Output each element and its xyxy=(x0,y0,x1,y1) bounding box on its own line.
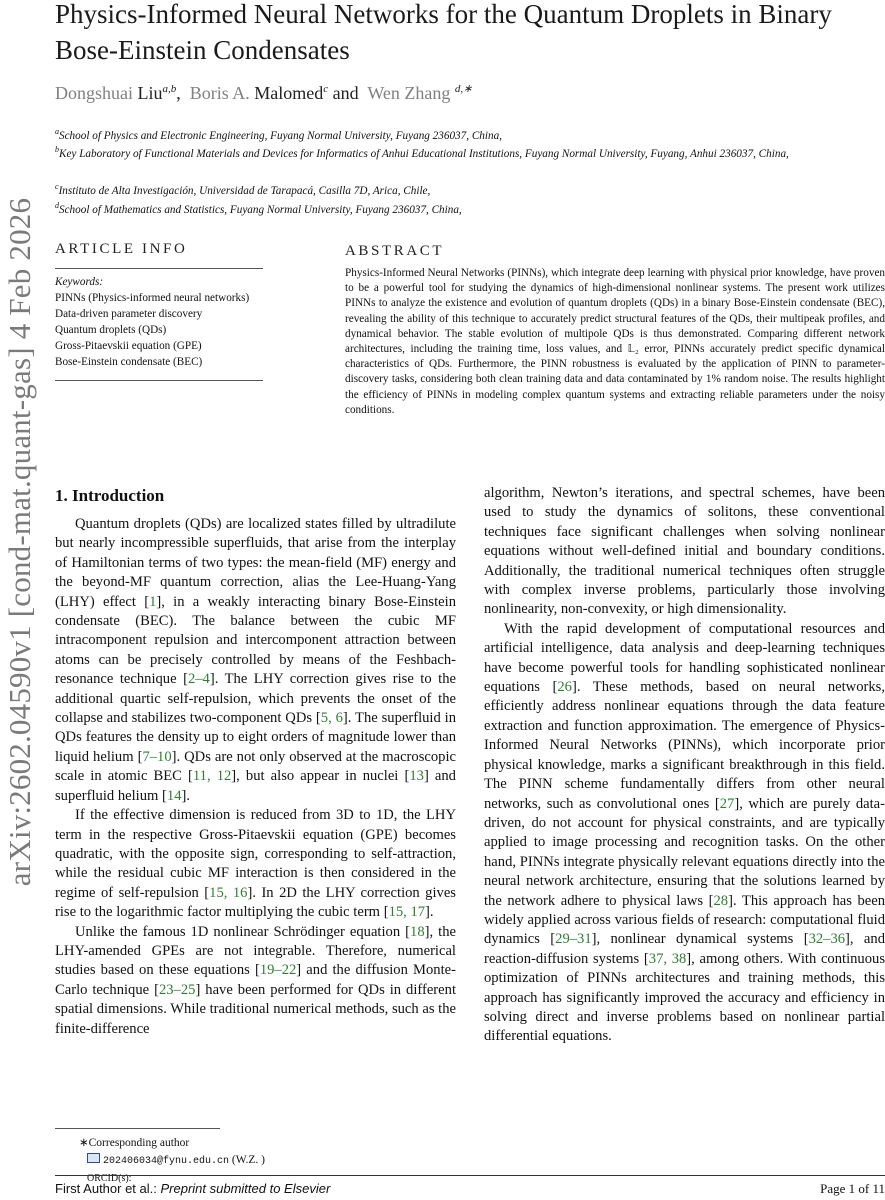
footer-author: First Author et al.: xyxy=(55,1181,157,1196)
author-1-sup: a,b xyxy=(162,83,177,95)
citation-link[interactable]: 13 xyxy=(409,768,424,785)
keyword-item: PINNs (Physics-informed neural networks) xyxy=(55,292,250,304)
intro-paragraph: If the effective dimension is reduced from 3D to 1D, the LHY term in the respective Gross-Pitaevskii equation (GPE) becomes quadratic, with the opposite sign, corresponding to self-attraction, while the residual cubic MF interaction is then considered in the regime of self-repulsion [15, 16]. In 2D the LHY correction gives rise to the logarithmic factor multiplying the cubic term [15, 17]. xyxy=(55,807,456,921)
email-suffix: (W.Z. ) xyxy=(229,1154,266,1166)
corresponding-author-note: ∗Corresponding author xyxy=(79,1137,190,1149)
orcid-line: ORCID(s): xyxy=(87,1173,132,1184)
citation-link[interactable]: 19–22 xyxy=(259,962,297,979)
author-1-first[interactable]: Dongshuai xyxy=(55,83,133,103)
footnote-rule xyxy=(55,1128,220,1129)
affiliation-b-sup: b xyxy=(55,145,59,154)
footer-journal: Preprint submitted to Elsevier xyxy=(160,1181,331,1196)
email-link[interactable]: 202406034@fynu.edu.cn xyxy=(103,1156,230,1167)
affiliation-d-text: School of Mathematics and Statistics, Fuyang Normal University, Fuyang 236037, China, xyxy=(59,204,462,216)
citation-link[interactable]: 15, 16 xyxy=(209,884,248,901)
citation-link[interactable]: 2–4 xyxy=(187,671,210,688)
keywords-bottom-rule xyxy=(55,380,263,381)
body-column-right xyxy=(484,484,885,1047)
intro-paragraph: algorithm, Newton’s iterations, and spectral schemes, have been used to study the dynamics of solitons, these conventional techniques face significant challenges when solving nonlinear equations without well-defined initial and boundary conditions. Additionally, the traditional numerical techniques often struggle with complex inverse problems, particularly those involving nonlinearity, non-convexity, or high dimensionality. xyxy=(484,485,885,618)
citation-link[interactable]: 5, 6 xyxy=(320,710,343,727)
author-list: Dongshuai Liu$^{a,b}$, Boris A. Malomed$^c$ and Wen Zhang $^{d,∗}$ xyxy=(55,83,473,103)
running-footer-left xyxy=(55,1181,330,1196)
author-2-sup: c xyxy=(323,83,329,95)
affiliation-c-text: Instituto de Alta Investigación, Universidad de Tarapacá, Casilla 7D, Arica, Chile, xyxy=(58,185,431,197)
author-joiner: and xyxy=(332,83,359,103)
citation-link[interactable]: 11, 12 xyxy=(192,768,232,785)
keywords-block xyxy=(55,274,265,370)
author-3-sup: d,∗ xyxy=(454,83,473,95)
abstract-heading: ABSTRACT xyxy=(345,243,445,259)
citation-link[interactable]: 28 xyxy=(713,892,729,909)
affiliation-d xyxy=(55,198,865,218)
author-1-last[interactable]: Liu xyxy=(137,83,163,103)
citation-link[interactable]: 23–25 xyxy=(158,981,196,998)
intro-paragraph: Unlike the famous 1D nonlinear Schrödinger equation [18], the LHY-amended GPEs are not integrable. Therefore, numerical studies based on these equations [19–22] and the diffusion Monte-Carlo technique [23–25] have been performed for QDs in different spatial dimensions. While traditional numerical methods, such as the finite-difference xyxy=(55,923,456,1037)
author-2-first[interactable]: Boris A. xyxy=(189,83,250,103)
citation-link[interactable]: 32–36 xyxy=(808,931,846,948)
body-column-left xyxy=(55,515,456,1039)
intro-paragraph: With the rapid development of computational resources and artificial intelligence, data analysis and deep-learning techniques have become powerful tools for handling sophisticated nonlinear equations [26]. These methods, based on neural networks, efficiently address nonlinear equations through the data feature extraction and function approximation. The emergence of Physics-Informed Neural Networks (PINNs), which incorporate prior physical knowledge, marks a significant breakthrough in this field. The PINN scheme fundamentally differs from other neural networks, such as convolutional ones [27], which are purely data-driven, do not account for physical constraints, and are typically applied to image processing and recognition tasks. On the other hand, PINNs integrate physically relevant equations directly into the neural network architecture, ensuring that the solutions learned by the network adhere to physical laws [28]. This approach has been widely applied across various fields of research: computational fluid dynamics [29–31], nonlinear dynamical systems [32–36], and reaction-diffusion systems [37, 38], among others. With continuous optimization of PINNs architectures and training methods, this approach has significantly improved the accuracy and efficiency in solving direct and inverse problems based on nonlinear partial differential equations. xyxy=(484,620,885,1045)
article-info-rule xyxy=(55,268,263,269)
abstract-text: Physics-Informed Neural Networks (PINNs), which integrate deep learning with physical prior knowledge, have proven to be a powerful tool for studying the dynamics of high-dimensional nonlinear systems. The present work utilizes PINNs to analyze the existence and evolution of quantum droplets (QDs) in a binary Bose-Einstein condensate (BEC), revealing the ability of this technique to accurately predict structural features of the QDs, their multipeak profiles, and dynamical behavior. The stable evolution of multipole QDs is thus demonstrated. Comparing different network architectures, including the training time, loss values, and 𝕃₂ error, PINNs accurately predict specific dynamical characteristics of QDs. Furthermore, the PINN robustness is evaluated by the application of PINN to parameter-discovery tasks, considering both clean training data and data contaminated by 1% random noise. The results highlight the efficiency of PINNs in modeling complex quantum systems and extracting reliable parameters under the noisy conditions. xyxy=(345,267,885,416)
footnote xyxy=(55,1135,265,1187)
citation-link[interactable]: 26 xyxy=(557,679,572,696)
keywords-label: Keywords: xyxy=(55,276,104,288)
arxiv-stamp: arXiv:2602.04590v1 [cond-mat.quant-gas] 4 Feb 2026 xyxy=(2,197,37,887)
author-2-last[interactable]: Malomed xyxy=(254,83,324,103)
author-3-first[interactable]: Wen xyxy=(367,83,400,103)
affiliation-a-sup: a xyxy=(55,127,59,136)
keyword-item: Data-driven parameter discovery xyxy=(55,308,203,320)
intro-paragraph: Quantum droplets (QDs) are localized states filled by ultradilute but nearly incompressible superfluids, that arise from the interplay of Hamiltonian terms of two types: the mean-field (MF) energy and the beyond-MF quantum correction, alias the Lee-Huang-Yang (LHY) effect [1], in a weakly interacting binary Bose-Einstein condensate (BEC). The balance between the cubic MF intracomponent repulsion and intercomponent attraction between atoms can be precisely controlled by means of the Feshbach-resonance technique [2–4]. The LHY correction gives rise to the additional quartic self-repulsion, which prevents the onset of the collapse and stabilizes two-component QDs [5, 6]. The superfluid in QDs features the density up to eight orders of magnitude lower than liquid helium [7–10]. QDs are not only observed at the macroscopic scale in atomic BEC [11, 12], but also appear in nuclei [13] and superfluid helium [14]. xyxy=(55,516,457,804)
citation-link[interactable]: 15, 17 xyxy=(388,904,426,921)
citation-link[interactable]: 37, 38 xyxy=(648,950,687,967)
affiliation-a xyxy=(55,124,865,144)
citation-link[interactable]: 29–31 xyxy=(555,931,592,948)
affiliation-c-sup: c xyxy=(55,182,59,191)
page-number: Page 1 of 11 xyxy=(820,1181,885,1196)
keyword-item: Bose-Einstein condensate (BEC) xyxy=(55,356,203,368)
citation-link[interactable]: 18 xyxy=(410,923,425,940)
author-3-last[interactable]: Zhang xyxy=(404,83,451,103)
keyword-item: Gross-Pitaevskii equation (GPE) xyxy=(55,340,202,352)
keyword-item: Quantum droplets (QDs) xyxy=(55,324,167,336)
affiliation-c xyxy=(55,179,865,199)
citation-link[interactable]: 1 xyxy=(149,593,157,610)
affiliation-d-sup: d xyxy=(55,201,59,210)
section-heading-introduction: 1. Introduction xyxy=(55,486,165,505)
affiliation-b xyxy=(55,142,865,162)
email-line xyxy=(55,1152,265,1170)
citation-link[interactable]: 27 xyxy=(719,795,735,812)
affiliation-a-text: School of Physics and Electronic Engineering, Fuyang Normal University, Fuyang 236037, China, xyxy=(59,130,502,142)
citation-link[interactable]: 14 xyxy=(166,787,182,804)
article-info-heading: ARTICLE INFO xyxy=(55,241,188,257)
footer-rule xyxy=(55,1175,885,1176)
email-icon xyxy=(87,1153,100,1163)
citation-link[interactable]: 7–10 xyxy=(142,748,172,765)
paper-title: Physics-Informed Neural Networks for the Quantum Droplets in Binary Bose-Einstein Condensates xyxy=(55,0,832,65)
affiliation-b-text: Key Laboratory of Functional Materials and Devices for Informatics of Anhui Educational Institutions, Fuyang Normal University, Fuyang, Anhui 236037, China, xyxy=(59,148,789,160)
